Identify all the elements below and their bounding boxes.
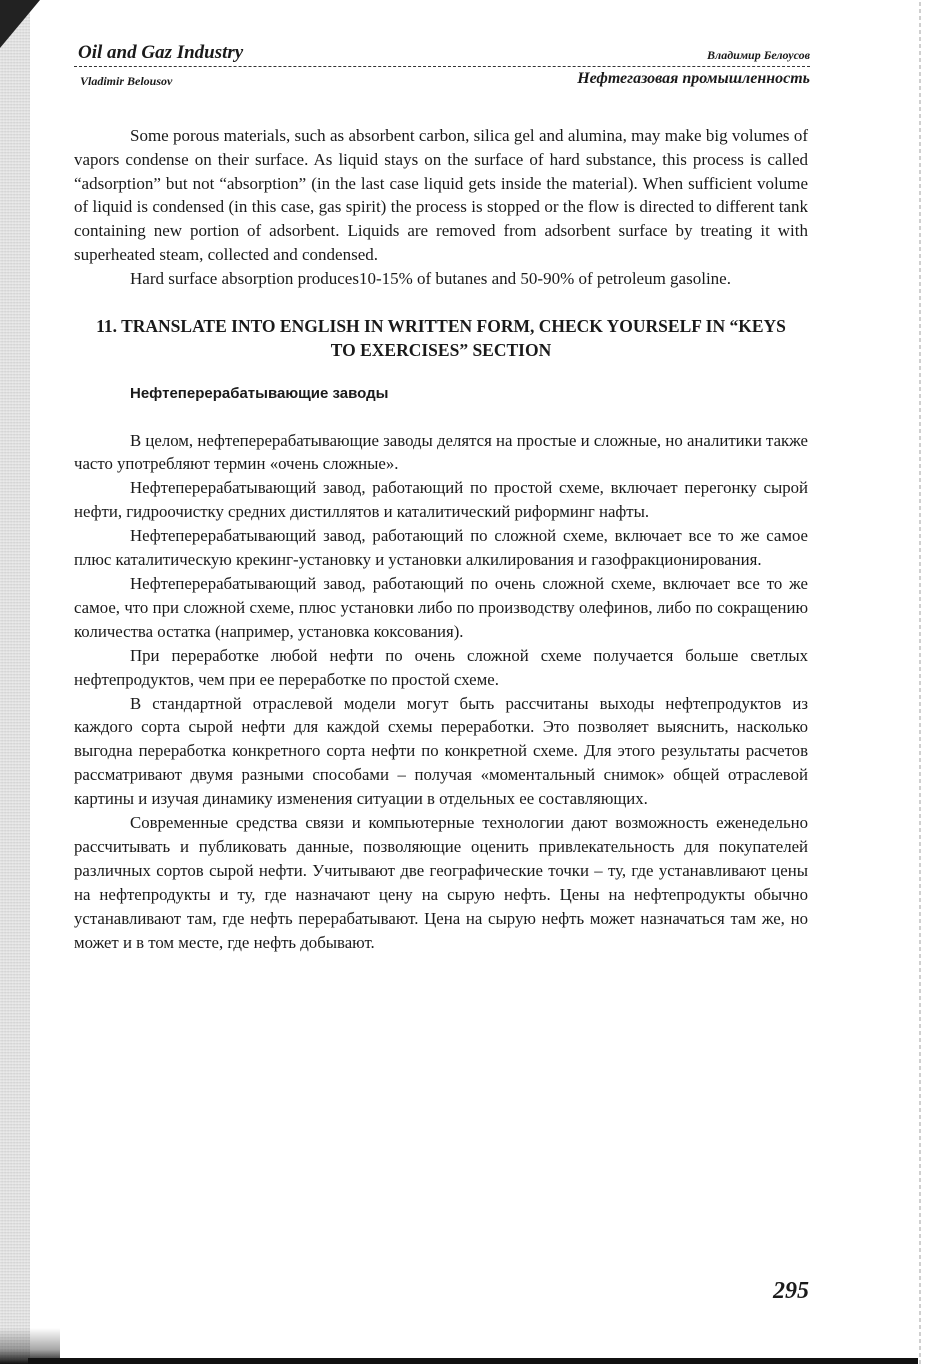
russian-text-block (74, 429, 808, 955)
paragraph: При переработке любой нефти по очень сложной схеме получается больше светлых нефтепродуктов, чем при ее переработке по простой схеме. (74, 645, 808, 689)
scan-corner-shadow (0, 0, 40, 48)
running-header (74, 40, 810, 96)
journal-title-ru: Нефтегазовая промышленность (577, 70, 810, 87)
exercise-subtitle: Нефтеперерабатывающие заводы (130, 384, 389, 402)
header-top-row (74, 40, 810, 64)
author-name-en: Vladimir Belousov (80, 74, 173, 88)
paragraph: Нефтеперерабатывающий завод, работающий по сложной схеме, включает все то же самое плюс каталитическую крекинг-установку и установки алкилирования и газофракционирования. (74, 526, 808, 570)
paragraph: Современные средства связи и компьютерные технологии дают возможность еженедельно рассчитывать и публиковать данные, позволяющие оценить привлекательность для покупателей различных сортов сырой нефти. Учитывают две географические точки – ту, где устанавливают цены на нефтепродукты и ту, где назначают цену на сырую нефть. Цены на нефтепродукты обычно устанавливают там, где нефть перерабатывают. Цена на сырую нефть может назначаться там же, но может и в том месте, где нефть добывают. (74, 813, 808, 952)
paragraph: Some porous materials, such as absorbent carbon, silica gel and alumina, may make big volumes of vapors condense on their surface. As liquid stays on the surface of hard substance, this process is called “adsorption” but not “absorption” (in the last case liquid gets inside the material). When sufficient volume of liquid is condensed (in this case, gas spirit) the process is stopped or the flow is directed to different tank containing new portion of adsorbent. Liquids are removed from adsorbent surface by treating it with superheated steam, collected and condensed. (74, 126, 808, 264)
journal-title-en: Oil and Gaz Industry (78, 42, 244, 63)
english-text-block (74, 124, 808, 291)
paragraph: Нефтеперерабатывающий завод, работающий по простой схеме, включает перегонку сырой нефти, гидроочистку средних дистиллятов и каталитический риформинг нафты. (74, 478, 808, 522)
paragraph: Нефтеперерабатывающий завод, работающий по очень сложной схеме, включает все то же самое, что при сложной схеме, плюс установки либо по производству олефинов, либо по сокращению количества остатка (например, установка коксования). (74, 574, 808, 641)
page-number: 295 (773, 1278, 809, 1304)
scan-edge-left (0, 0, 30, 1364)
page-body (74, 124, 808, 955)
scan-edge-bottom (28, 1358, 918, 1364)
header-rule (74, 66, 810, 67)
exercise-title: 11. TRANSLATE INTO ENGLISH IN WRITTEN FORM, CHECK YOURSELF IN “KEYS TO EXERCISES” SECTION (96, 315, 786, 360)
paragraph: В стандартной отраслевой модели могут быть рассчитаны выходы нефтепродуктов из каждого сорта сырой нефти для каждой схемы переработки. Это позволяет выяснить, насколько выгодна переработка конкретного сорта нефти по конкретной схеме. Для этого результаты расчетов рассматривают двумя разными способами – получая «моментальный снимок» общей отраслевой картины и изучая динамику изменения ситуации в отдельных ее составляющих. (74, 693, 808, 809)
author-name-ru: Владимир Белоусов (707, 48, 810, 62)
scan-edge-right (919, 0, 921, 1364)
paragraph: В целом, нефтеперерабатывающие заводы делятся на простые и сложные, но аналитики также часто употребляют термин «очень сложные». (74, 430, 808, 474)
paragraph: Hard surface absorption produces10-15% of butanes and 50-90% of petroleum gasoline. (130, 268, 731, 288)
